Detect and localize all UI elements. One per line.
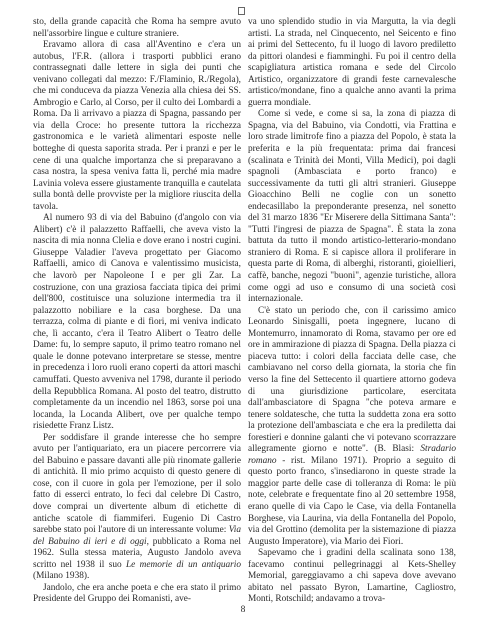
right-paragraph-3-rest: - rist. Milano 1971). Proprio a seguito di questo porto franco, s'insediarono in queste strade la maggior parte delle case di tolleranza di Roma: le più note, celebrate e frequentate fino al 20 settembre 1958, erano quelle di via Capo le Case, via della Fontanella Borghese, via Laurina, via della Fontanella del Popolo, via del Grottino (demolita per la sistemazione di piazza Augusto Imperatore), via Mario dei Fiori. <box>248 455 456 547</box>
left-paragraph-4-text: Per soddisfare il grande interesse che ho sempre avuto per l'antiquariato, era un piacere percorrere via del Babuino e passare davanti alle più rinomate gallerie di antichità. Il mio primo acquisto di questo genere di cose, con il cuore in gola per l'emozione, per il solo fatto di esserci entrato, lo feci dal celebre Di Castro, dove comprai un divertente album di etichette di antiche scatole di fiammiferi. Eugenio Di Castro sarebbe stato poi l'autore di un interessante volume: <box>33 432 241 536</box>
book-title-via-del-babuino: Via del Babuino di ieri e di oggi <box>33 525 241 547</box>
right-paragraph-1: va uno splendido studio in via Margutta, la via degli artisti. La strada, nel Cinquecento, nel Seicento e fino ai primi del Settecento, fu il luogo di lavoro prediletto da pittori olandesi e fiamminghi. Fu poi il centro della scapigliatura artistica romana e sede del Circolo Artistico, organizzatore di grandi feste carnevalesche artistico/mondane, fino a qualche anno avanti la prima guerra mondiale. <box>248 17 456 108</box>
left-column <box>33 17 241 606</box>
left-paragraph-1: sto, della grande capacità che Roma ha sempre avuto nell'assorbire lingue e culture straniere. <box>33 17 241 39</box>
page-marker <box>238 7 245 15</box>
book-title-memorie-antiquario: Le memorie di un antiquario <box>126 559 241 570</box>
left-paragraph-4-rest: , pubblicato a Roma nel 1962. Sulla stessa materia, Augusto Jandolo aveva scritto nel 1938 il suo <box>33 536 241 570</box>
page-number: 8 <box>240 605 246 615</box>
right-paragraph-3-text: C'è stato un periodo che, con il carissimo amico Leonardo Sinisgalli, poeta ingegnere, lucano di Montemurro, innamorato di Roma, stavamo per ore ed ore in ammirazione di piazza di Spagna. Della piazza ci piaceva tutto: i colori della facciata delle case, che cambiavano nel corso della giornata, la storia che fin verso la fine del Settecento il quartiere attorno godeva di una giurisdizione particolare, esercitata dall'ambasciatore di Spagna "che poteva armare e tenere soldatesche, che tutta la suddetta zona era sotto la protezione dell'ambasciata e che era la prediletta dai forestieri e donnine galanti che vi potevano scorrazzare allegramente giorno e notte". (B. Blasi: <box>248 305 456 455</box>
book-title-stradario-romano: Stradario romano <box>248 444 456 466</box>
right-paragraph-3 <box>248 306 456 548</box>
right-paragraph-4: Sapevamo che i gradini della scalinata sono 138, facevamo continui pellegrinaggi al Kets-Shelley Memorial, gareggiavamo a chi sapeva dove avevano abitato nel passato Byron, Lamartine, Cagliostro, Monti, Rotschild; andavamo a trova- <box>248 548 456 605</box>
left-paragraph-4-rest2: (Milano 1938). <box>33 571 90 582</box>
right-column <box>248 17 456 606</box>
left-paragraph-4 <box>33 433 241 583</box>
right-paragraph-2: Come si vede, e come si sa, la zona di piazza di Spagna, via del Babuino, via Condotti, via Frattina e loro strade limitrofe fino a piazza del Popolo, è stata la preferita e la più frequentata: prima dai francesi (scalinata e Trinità dei Monti, Villa Medici), poi dagli spagnoli (Ambasciata e porto franco) e successivamente da tutti gli altri stranieri. Giuseppe Gioacchino Belli ne coglie con un sonetto endecasillabo la preponderante presenza, nel sonetto del 31 marzo 1836 "Er Miserere della Sittimana Santa": "Tutti l'ingresi de piazza de Spagna". È stata la zona battuta da tutto il mondo artistico-letterario-mondano straniero di Roma. E si capisce allora il proliferare in questa parte di Roma, di alberghi, ristoranti, gioiellieri, caffè, banche, negozi "buoni", agenzie turistiche, allora come oggi ad uso e consumo di una società così internazionale. <box>248 109 456 305</box>
left-paragraph-5: Jandolo, che era anche poeta e che era stato il primo Presidente del Gruppo dei Romanisti, ave- <box>33 582 241 605</box>
left-paragraph-3: Al numero 93 di via del Babuino (d'angolo con via Alibert) c'è il palazzetto Raffaelli, che aveva visto la nascita di mia nonna Clelia e dove erano i nostri cugini. Giuseppe Valadier l'aveva progettato per Giacomo Raffaelli, amico di Canova e valentissimo musicista, che lavorò per Napoleone I e per gli Zar. La costruzione, con una graziosa facciata tipica dei primi dell'800, costituisce una soluzione intermedia tra il palazzotto nobiliare e la casa borghese. Da una terrazza, colma di piante e di fiori, mi veniva indicato che, lì accanto, c'era il Teatro Alibert o Teatro delle Dame: fu, lo sempre saputo, il primo teatro romano nel quale le donne potevano interpretare se stesse, mentre in precedenza i loro ruoli erano coperti da attori maschi camuffati. Questo avveniva nel 1798, durante il periodo della Repubblica Romana. Al posto del teatro, distrutto completamente da un incendio nel 1863, sorse poi una locanda, la Locanda Alibert, ove per qualche tempo risiedette Franz Listz. <box>33 213 241 432</box>
left-paragraph-2: Eravamo allora di casa all'Aventino e c'era un autobus, l'F.R. (allora i trasporti pubblici erano contrassegnati dalle lettere in sigla dei punti che venivano collegati dal mezzo: F./Flaminio, R./Regola), che mi conduceva da piazza Venezia alla chiesa dei SS. Ambrogio e Carlo, al Corso, per il culto dei Lombardi a Roma. Da lì arrivavo a piazza di Spagna, passando per via della Croce: ho presente tuttora la ricchezza gastronomica e le varietà alimentari esposte nelle botteghe di questa saporita strada. Per i pranzi e per le cene di una qualche importanza che si preparavano a casa nostra, la spesa veniva fatta lì, perché mia madre Lavinia voleva essere giustamente tranquilla e cautelata sulla bontà delle provviste per la migliore riuscita della tavola. <box>33 40 241 212</box>
